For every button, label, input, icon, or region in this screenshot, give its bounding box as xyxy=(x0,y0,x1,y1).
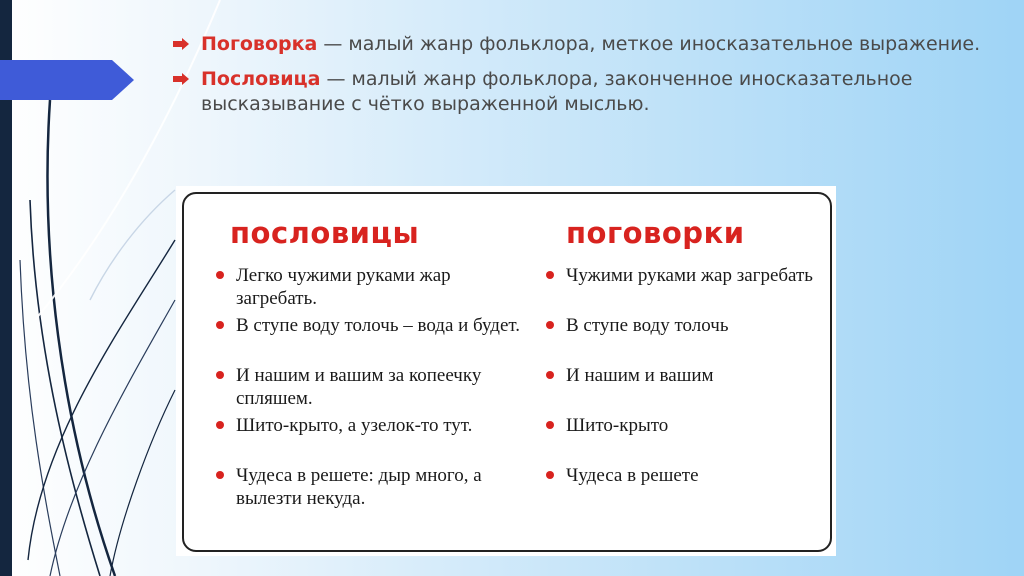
definitions-block xyxy=(173,32,993,127)
sweep-line xyxy=(48,100,115,576)
red-dot-icon xyxy=(546,321,554,329)
red-dot-icon xyxy=(546,271,554,279)
proverb-item: Чудеса в решете: дыр много, а вылезти некуда. xyxy=(216,464,526,511)
red-dot-icon xyxy=(216,321,224,329)
red-dot-icon xyxy=(216,471,224,479)
definition-text: — малый жанр фольклора, законченное иносказательное высказывание с чётко выраженной мыслью. xyxy=(201,68,913,115)
proverbs-heading: пословицы xyxy=(230,216,420,250)
proverb-item: В ступе воду толочь – вода и будет. xyxy=(216,314,526,361)
red-dot-icon xyxy=(546,471,554,479)
red-dot-icon xyxy=(216,421,224,429)
definition-item xyxy=(173,32,993,57)
proverb-item: Шито-крыто, а узелок-то тут. xyxy=(216,414,526,461)
table-frame xyxy=(182,192,832,552)
red-dot-icon xyxy=(546,371,554,379)
comparison-table xyxy=(176,186,836,556)
red-dot-icon xyxy=(216,371,224,379)
arrow-banner-shape xyxy=(0,60,134,100)
arrow-bullet-icon xyxy=(173,73,189,85)
sweep-line xyxy=(28,240,175,560)
definition-term: Поговорка xyxy=(201,33,318,55)
saying-item: В ступе воду толочь xyxy=(546,314,826,364)
sayings-heading: поговорки xyxy=(566,216,745,250)
definition-term: Пословица xyxy=(201,68,321,90)
proverb-item: И нашим и вашим за копеечку спляшем. xyxy=(216,364,526,411)
saying-item: Чудеса в решете xyxy=(546,464,826,514)
saying-item: Чужими руками жар загребать xyxy=(546,264,826,314)
red-dot-icon xyxy=(546,421,554,429)
saying-item: Шито-крыто xyxy=(546,414,826,464)
definition-item xyxy=(173,67,993,117)
red-dot-icon xyxy=(216,271,224,279)
sayings-column xyxy=(546,194,826,514)
sweep-line xyxy=(90,190,175,300)
proverbs-column xyxy=(216,194,526,514)
proverb-item: Легко чужими руками жар загребать. xyxy=(216,264,526,311)
arrow-bullet-icon xyxy=(173,38,189,50)
definition-text: — малый жанр фольклора, меткое иносказательное выражение. xyxy=(317,33,981,55)
sweep-line xyxy=(110,390,175,576)
saying-item: И нашим и вашим xyxy=(546,364,826,414)
